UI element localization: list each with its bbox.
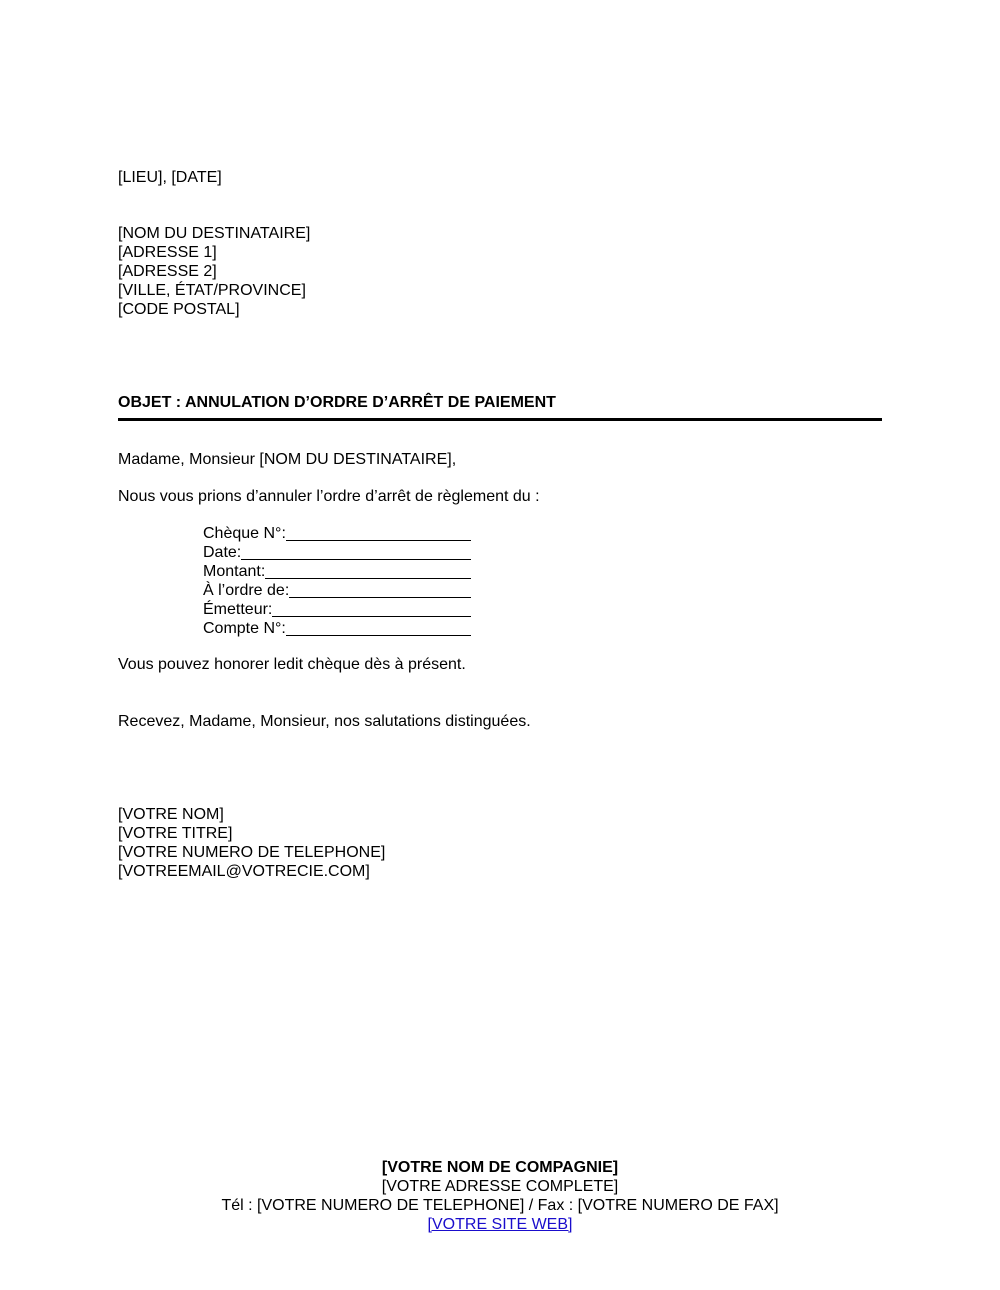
salutation-text: Madame, Monsieur [NOM DU DESTINATAIRE], — [118, 451, 457, 468]
field-blank-account-number[interactable] — [286, 621, 471, 636]
field-row-payee — [203, 581, 471, 600]
footer-address: [VOTRE ADRESSE COMPLETE] — [381, 1178, 619, 1195]
field-label-date: Date: — [203, 544, 242, 561]
signature-block — [118, 805, 385, 881]
field-blank-payee[interactable] — [289, 583, 471, 598]
field-blank-amount[interactable] — [265, 564, 471, 579]
field-row-date — [203, 543, 471, 562]
place-date-text: [LIEU], [DATE] — [118, 169, 222, 186]
honor-cheque-paragraph — [118, 655, 466, 674]
field-row-amount — [203, 562, 471, 581]
recipient-postal-code: [CODE POSTAL] — [118, 301, 240, 318]
intro-text: Nous vous prions d’annuler l’ordre d’arrêt de règlement du : — [118, 488, 540, 505]
field-row-issuer — [203, 600, 471, 619]
salutation — [118, 450, 456, 469]
subject-line — [118, 393, 556, 412]
cheque-details-fields — [203, 524, 471, 638]
closing-paragraph — [118, 712, 531, 731]
footer-contact: Tél : [VOTRE NUMERO DE TELEPHONE] / Fax : [VOTRE NUMERO DE FAX] — [221, 1197, 779, 1214]
subject-text: OBJET : ANNULATION D’ORDRE D’ARRÊT DE PAIEMENT — [118, 394, 556, 411]
field-label-amount: Montant: — [203, 563, 266, 580]
letterhead-footer — [0, 1158, 1000, 1234]
field-blank-issuer[interactable] — [272, 602, 471, 617]
sender-phone: [VOTRE NUMERO DE TELEPHONE] — [118, 844, 386, 861]
sender-email: [VOTREEMAIL@VOTRECIE.COM] — [118, 863, 370, 880]
honor-cheque-text: Vous pouvez honorer ledit chèque dès à présent. — [118, 656, 466, 673]
footer-website-link[interactable]: [VOTRE SITE WEB] — [427, 1216, 573, 1233]
recipient-city-state: [VILLE, ÉTAT/PROVINCE] — [118, 282, 306, 299]
recipient-address-2: [ADRESSE 2] — [118, 263, 217, 280]
closing-text: Recevez, Madame, Monsieur, nos salutations distinguées. — [118, 713, 531, 730]
field-label-account-number: Compte N°: — [203, 620, 286, 637]
sender-title: [VOTRE TITRE] — [118, 825, 233, 842]
recipient-address-block — [118, 224, 310, 319]
subject-divider — [118, 418, 882, 421]
sender-name: [VOTRE NOM] — [118, 806, 224, 823]
recipient-address-1: [ADRESSE 1] — [118, 244, 217, 261]
field-blank-date[interactable] — [241, 545, 471, 560]
field-blank-cheque-number[interactable] — [286, 526, 471, 541]
field-label-issuer: Émetteur: — [203, 601, 273, 618]
footer-company-name: [VOTRE NOM DE COMPAGNIE] — [381, 1159, 619, 1176]
field-row-cheque-number — [203, 524, 471, 543]
place-date — [118, 168, 222, 187]
field-label-cheque-number: Chèque N°: — [203, 525, 286, 542]
field-label-payee: À l’ordre de: — [203, 582, 290, 599]
recipient-name: [NOM DU DESTINATAIRE] — [118, 225, 311, 242]
field-row-account-number — [203, 619, 471, 638]
intro-paragraph — [118, 487, 540, 506]
